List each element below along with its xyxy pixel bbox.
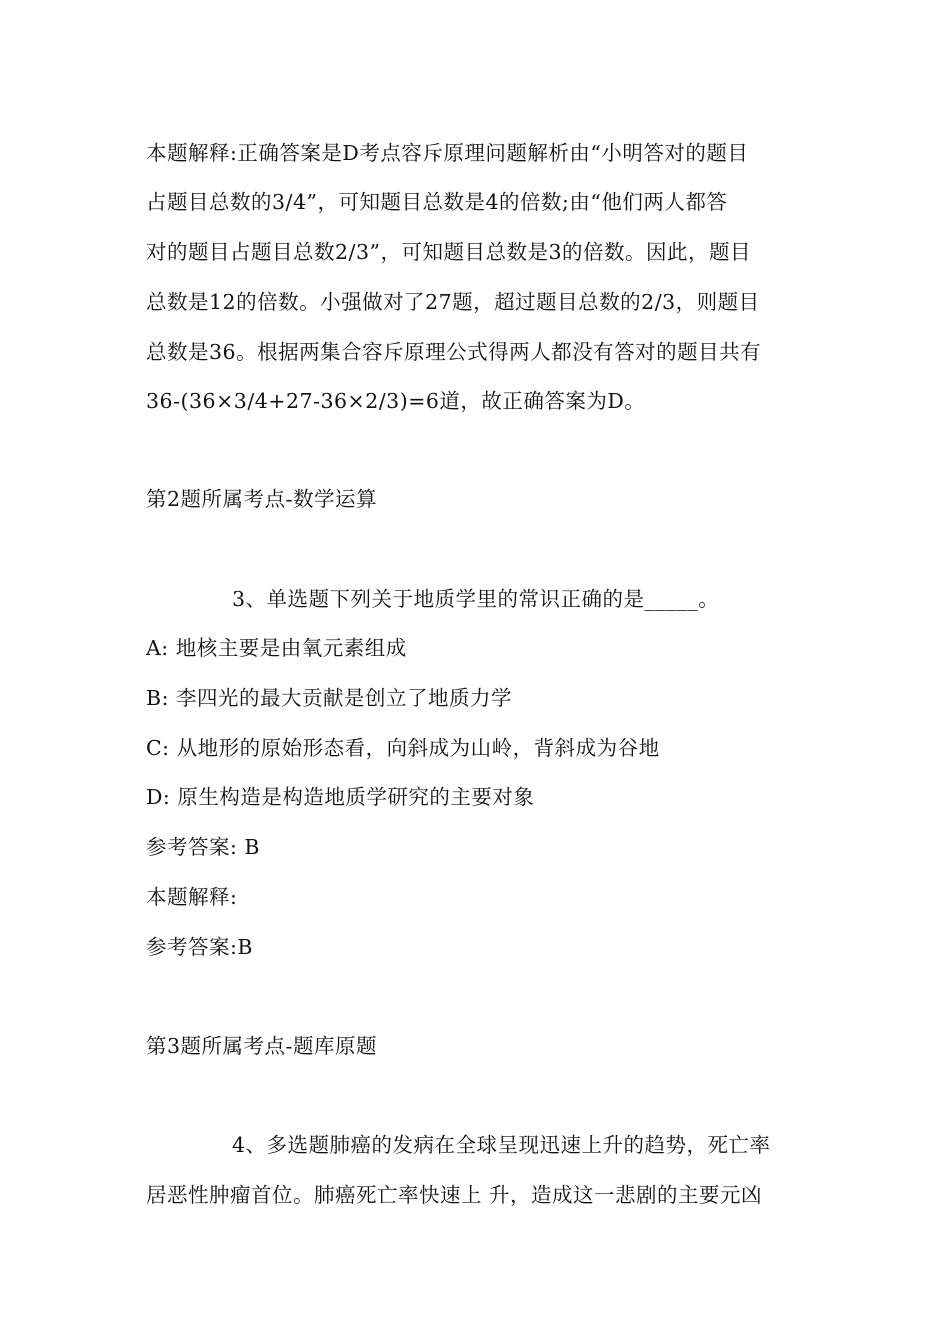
explanation-line-1: 本题解释:正确答案是D考点容斥原理问题解析由“小明答对的题目 — [146, 141, 749, 165]
explanation-line-3: 对的题目占题目总数2/3”，可知题目总数是3的倍数。因此，题目 — [146, 240, 752, 264]
question4-line-2: 居恶性肿瘤首位。肺癌死亡率快速上 升，造成这一悲剧的主要元凶 — [146, 1183, 763, 1207]
question3-answer: 参考答案: B — [146, 835, 260, 859]
question4-line-1: 4、多选题肺癌的发病在全球呈现迅速上升的趋势，死亡率 — [232, 1133, 771, 1157]
explanation-line-5: 总数是36。根据两集合容斥原理公式得两人都没有答对的题目共有 — [146, 340, 762, 364]
question3-option-c: C: 从地形的原始形态看，向斜成为山岭，背斜成为谷地 — [146, 736, 660, 760]
topic-q2: 第2题所属考点-数学运算 — [146, 487, 377, 511]
topic-q3: 第3题所属考点-题库原题 — [146, 1034, 377, 1058]
explanation-line-4: 总数是12的倍数。小强做对了27题，超过题目总数的2/3，则题目 — [146, 290, 760, 314]
question3-option-a: A: 地核主要是由氧元素组成 — [146, 636, 407, 660]
question3-option-d: D: 原生构造是构造地质学研究的主要对象 — [146, 785, 535, 809]
question3-option-b: B: 李四光的最大贡献是创立了地质力学 — [146, 686, 512, 710]
explanation-line-6: 36-(36×3/4+27-36×2/3)=6道，故正确答案为D。 — [146, 389, 646, 413]
question3-stem: 3、单选题下列关于地质学里的常识正确的是_____。 — [232, 587, 720, 611]
explanation-line-2: 占题目总数的3/4”，可知题目总数是4的倍数;由“他们两人都答 — [146, 190, 728, 214]
question3-answer-2: 参考答案:B — [146, 935, 253, 959]
question3-explanation: 本题解释: — [146, 885, 238, 909]
